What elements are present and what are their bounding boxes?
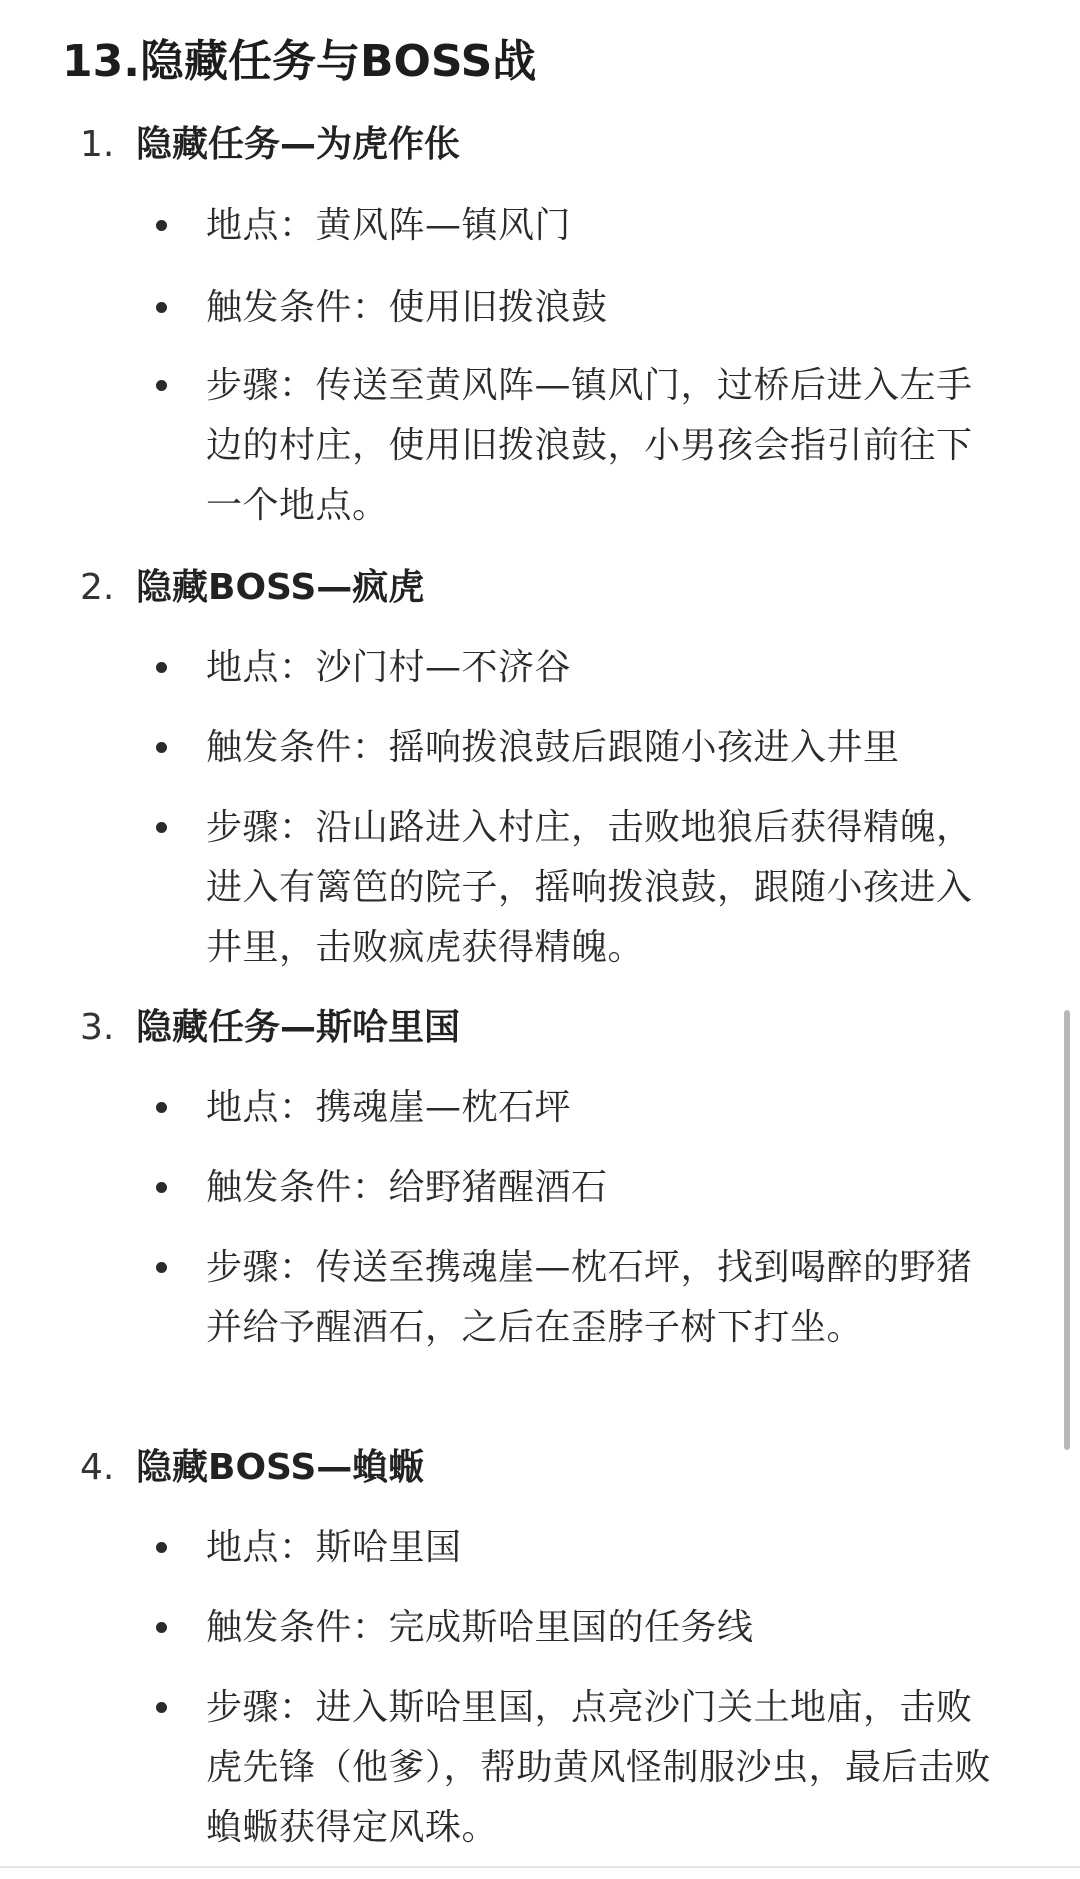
bullet-icon bbox=[156, 822, 167, 833]
section-number: 3. bbox=[80, 1007, 115, 1048]
list-item-text: 地点：斯哈里国 bbox=[206, 1527, 462, 1568]
list-item-text: 触发条件：给野猪醒酒石 bbox=[206, 1167, 608, 1208]
list-item-text: 步骤：进入斯哈里国，点亮沙门关土地庙，击败虎先锋（他爹），帮助黄风怪制服沙虫，最后击败蝜蝂获得定风珠。 bbox=[206, 1687, 992, 1848]
list-item-text: 地点：沙门村—不济谷 bbox=[206, 647, 572, 688]
bullet-icon bbox=[156, 1702, 167, 1713]
section-title-text: 隐藏BOSS—疯虎 bbox=[136, 567, 425, 608]
list-item-text: 地点：携魂崖—枕石坪 bbox=[206, 1087, 572, 1128]
section-number: 2. bbox=[80, 567, 115, 608]
section-title-text: 隐藏任务—斯哈里国 bbox=[136, 1007, 461, 1048]
section-title bbox=[80, 117, 460, 173]
bullet-icon bbox=[156, 1542, 167, 1553]
list-item-text: 触发条件：完成斯哈里国的任务线 bbox=[206, 1607, 754, 1648]
section-title-text: 隐藏任务—为虎作伥 bbox=[136, 124, 461, 165]
bullet-icon bbox=[156, 1102, 167, 1113]
section-title bbox=[80, 1000, 460, 1056]
section-title bbox=[80, 1440, 424, 1496]
list-item-text: 触发条件：摇响拨浪鼓后跟随小孩进入井里 bbox=[206, 727, 900, 768]
bullet-icon bbox=[156, 742, 167, 753]
list-item-text: 触发条件：使用旧拨浪鼓 bbox=[206, 287, 608, 328]
list-item-text: 步骤：传送至黄风阵—镇风门，过桥后进入左手边的村庄，使用旧拨浪鼓，小男孩会指引前往下一个地点。 bbox=[206, 365, 973, 526]
section-title-text: 隐藏BOSS—蝜蝂 bbox=[136, 1447, 425, 1488]
bullet-icon bbox=[156, 1622, 167, 1633]
section-title bbox=[80, 560, 424, 616]
bullet-icon bbox=[156, 1262, 167, 1273]
divider bbox=[0, 1866, 1080, 1868]
scrollbar-thumb[interactable] bbox=[1064, 1010, 1070, 1450]
section-number: 1. bbox=[80, 124, 115, 165]
bullet-icon bbox=[156, 302, 167, 313]
list-item-text: 步骤：沿山路进入村庄，击败地狼后获得精魄，进入有篱笆的院子，摇响拨浪鼓，跟随小孩进入井里，击败疯虎获得精魄。 bbox=[206, 807, 973, 968]
bullet-icon bbox=[156, 380, 167, 391]
page-title: 13.隐藏任务与BOSS战 bbox=[62, 36, 537, 87]
section-number: 4. bbox=[80, 1447, 115, 1488]
bullet-icon bbox=[156, 220, 167, 231]
list-item-text: 步骤：传送至携魂崖—枕石坪，找到喝醉的野猪并给予醒酒石，之后在歪脖子树下打坐。 bbox=[206, 1247, 973, 1348]
bullet-icon bbox=[156, 662, 167, 673]
bullet-icon bbox=[156, 1182, 167, 1193]
list-item-text: 地点：黄风阵—镇风门 bbox=[206, 205, 572, 246]
